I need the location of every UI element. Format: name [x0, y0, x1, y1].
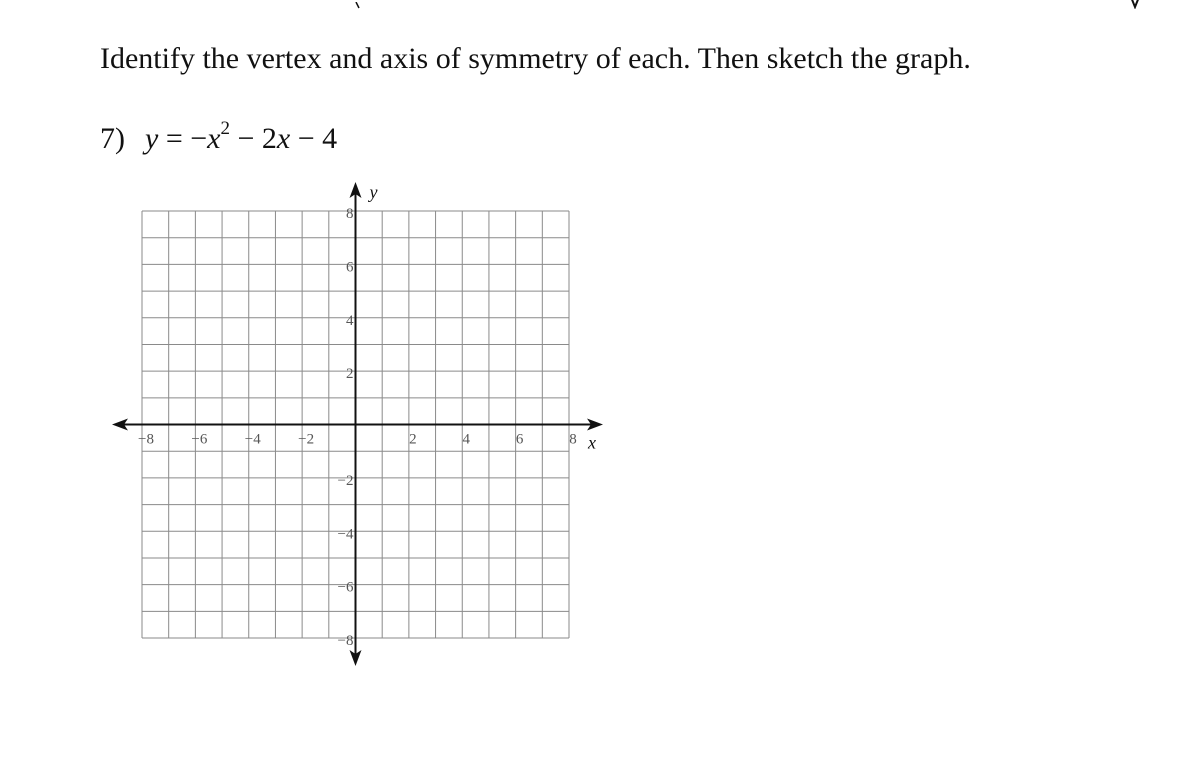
y-tick-label: 4	[346, 312, 354, 329]
x-tick-label: 2	[409, 431, 417, 448]
y-tick-label: 8	[346, 206, 354, 222]
tick-labels	[138, 206, 577, 649]
x-tick-label: −4	[244, 431, 261, 448]
y-tick-label: 2	[346, 366, 354, 383]
instructions-text: Identify the vertex and axis of symmetry of each. Then sketch the graph.	[100, 42, 971, 75]
equation-var2: x	[276, 122, 291, 155]
problem-number: 7)	[100, 122, 125, 155]
x-tick-label: −2	[298, 431, 315, 448]
y-tick-label: −8	[337, 633, 354, 649]
equation-rest-a: − 2	[230, 122, 277, 155]
equation-rest-b: − 4	[290, 122, 338, 155]
y-tick-label: −2	[337, 472, 354, 489]
equation-var: x	[207, 122, 221, 155]
x-tick-label: 6	[515, 431, 524, 448]
equation-exponent: 2	[220, 118, 230, 139]
x-axis-label: x	[588, 432, 596, 453]
equation-lhs: y	[145, 122, 159, 155]
equation-equals: = −	[158, 122, 208, 155]
y-tick-label: −4	[337, 526, 354, 543]
y-tick-label: 6	[346, 259, 354, 276]
x-tick-label: 4	[462, 431, 470, 448]
x-tick-label: −8	[138, 431, 154, 448]
axes	[112, 182, 603, 666]
x-tick-label: −6	[191, 431, 208, 448]
x-tick-label: 8	[569, 431, 577, 448]
y-axis-label: y	[369, 182, 378, 202]
y-tick-label: −6	[337, 579, 354, 596]
